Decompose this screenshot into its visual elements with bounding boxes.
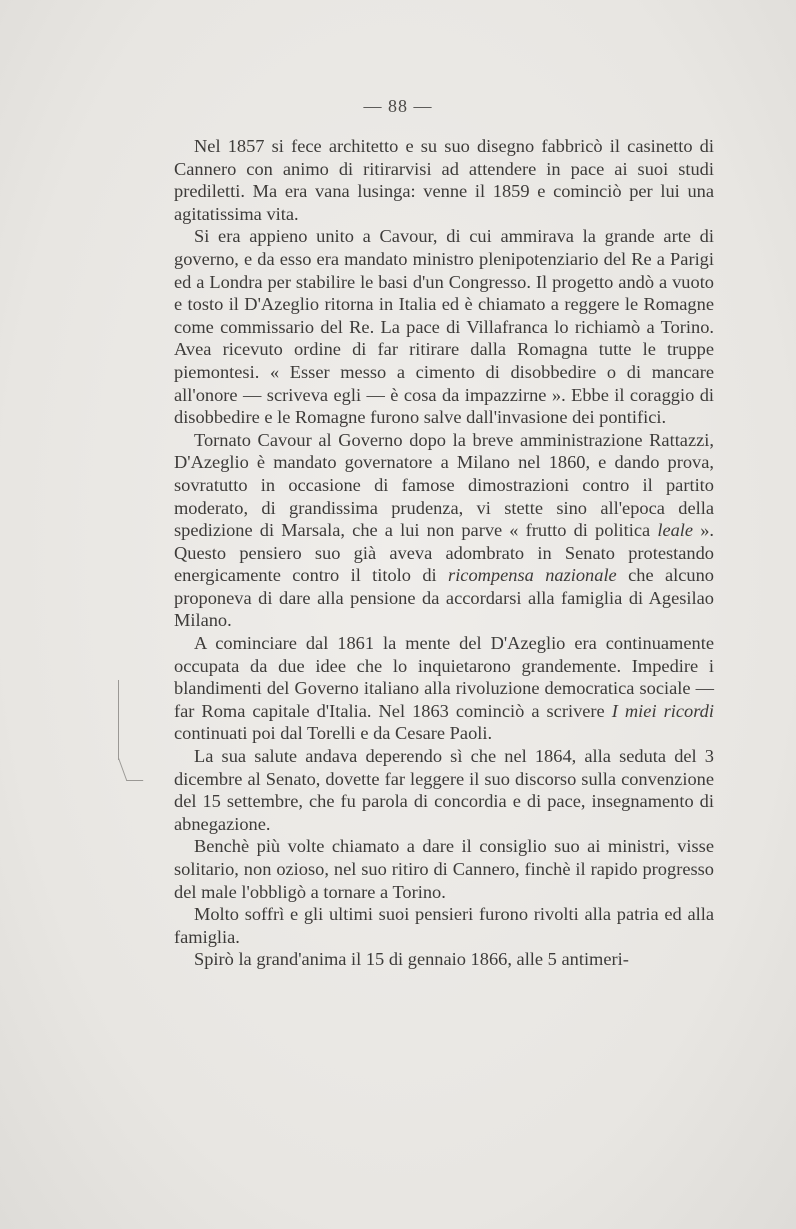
body-text (174, 135, 714, 971)
paragraph (174, 632, 714, 745)
paragraph: Nel 1857 si fece architetto e su suo disegno fabbricò il casinetto di Cannero con animo di ritirarvisi ad attendere in pace ai suoi studi prediletti. Ma era vana lusinga: venne il 1859 e cominciò per lui una agitatissima vita. (174, 136, 714, 224)
text-run: ». Questo pensiero suo già aveva adombrato in Senato protestando energicamente contro il titolo di (174, 520, 714, 586)
paragraph (174, 429, 714, 632)
text-run: continuati poi dal Torelli e da Cesare Paoli. (174, 723, 493, 744)
italic-term: leale (657, 520, 694, 541)
paragraph: Si era appieno unito a Cavour, di cui ammirava la grande arte di governo, e da esso era mandato ministro plenipotenziario del Re a Parigi ed a Londra per stabilire le basi d'un Congresso. Il progetto andò a vuoto e tosto il D'Azeglio ritorna in Italia ed è chiamato a reggere le Romagne come commissario del Re. La pace di Villafranca lo richiamò a Torino. Avea ricevuto ordine di far ritirare dalla Romagna tutte le truppe piemontesi. « Esser messo a cimento di disobbedire o di mancare all'onore — scriveva egli — è cosa da impazzirne ». Ebbe il coraggio di disobbedire e le Romagne furono salve dall'invasione dei pontifici. (174, 226, 714, 428)
margin-pencil-mark (118, 680, 119, 760)
italic-title: I miei ricordi (611, 700, 714, 721)
paragraph: Benchè più volte chiamato a dare il consiglio suo ai ministri, visse solitario, non ozioso, nel suo ritiro di Cannero, finchè il rapido progresso del male l'obbligò a tornare a Torino. (174, 836, 714, 902)
text-run: A cominciare dal 1861 la mente del D'Azeglio era continuamente occupata da due idee che lo inquietarono grandemente. Impedire i blandimenti del Governo italiano alla rivoluzione democratica sociale — far Roma capitale d'Italia. Nel 1863 cominciò a scrivere (174, 633, 714, 721)
paragraph: Spirò la grand'anima il 15 di gennaio 1866, alle 5 antimeri- (194, 949, 629, 970)
text-run: Tornato Cavour al Governo dopo la breve amministrazione Rattazzi, D'Azeglio è mandato governatore a Milano nel 1860, e dando prova, sovratutto in occasione di famose dimostrazioni contro il partito moderato, di grandissima prudenza, vi stette sino all'epoca della spedizione di Marsala, che a lui non parve « frutto di politica (174, 429, 714, 541)
page-number: — 88 — (363, 96, 433, 116)
paragraph: La sua salute andava deperendo sì che nel 1864, alla seduta del 3 dicembre al Senato, dovette far leggere il suo discorso sulla convenzione del 15 settembre, che fu parola di concordia e di pace, insegnamento di abnegazione. (174, 746, 714, 834)
margin-pencil-hook (118, 758, 143, 781)
text-run: che alcuno proponeva di dare alla pensione da accordarsi alla famiglia di Agesilao Milano. (174, 565, 714, 631)
italic-term: ricompensa nazionale (448, 565, 617, 586)
paragraph: Molto soffrì e gli ultimi suoi pensieri furono rivolti alla patria ed alla famiglia. (174, 904, 714, 947)
